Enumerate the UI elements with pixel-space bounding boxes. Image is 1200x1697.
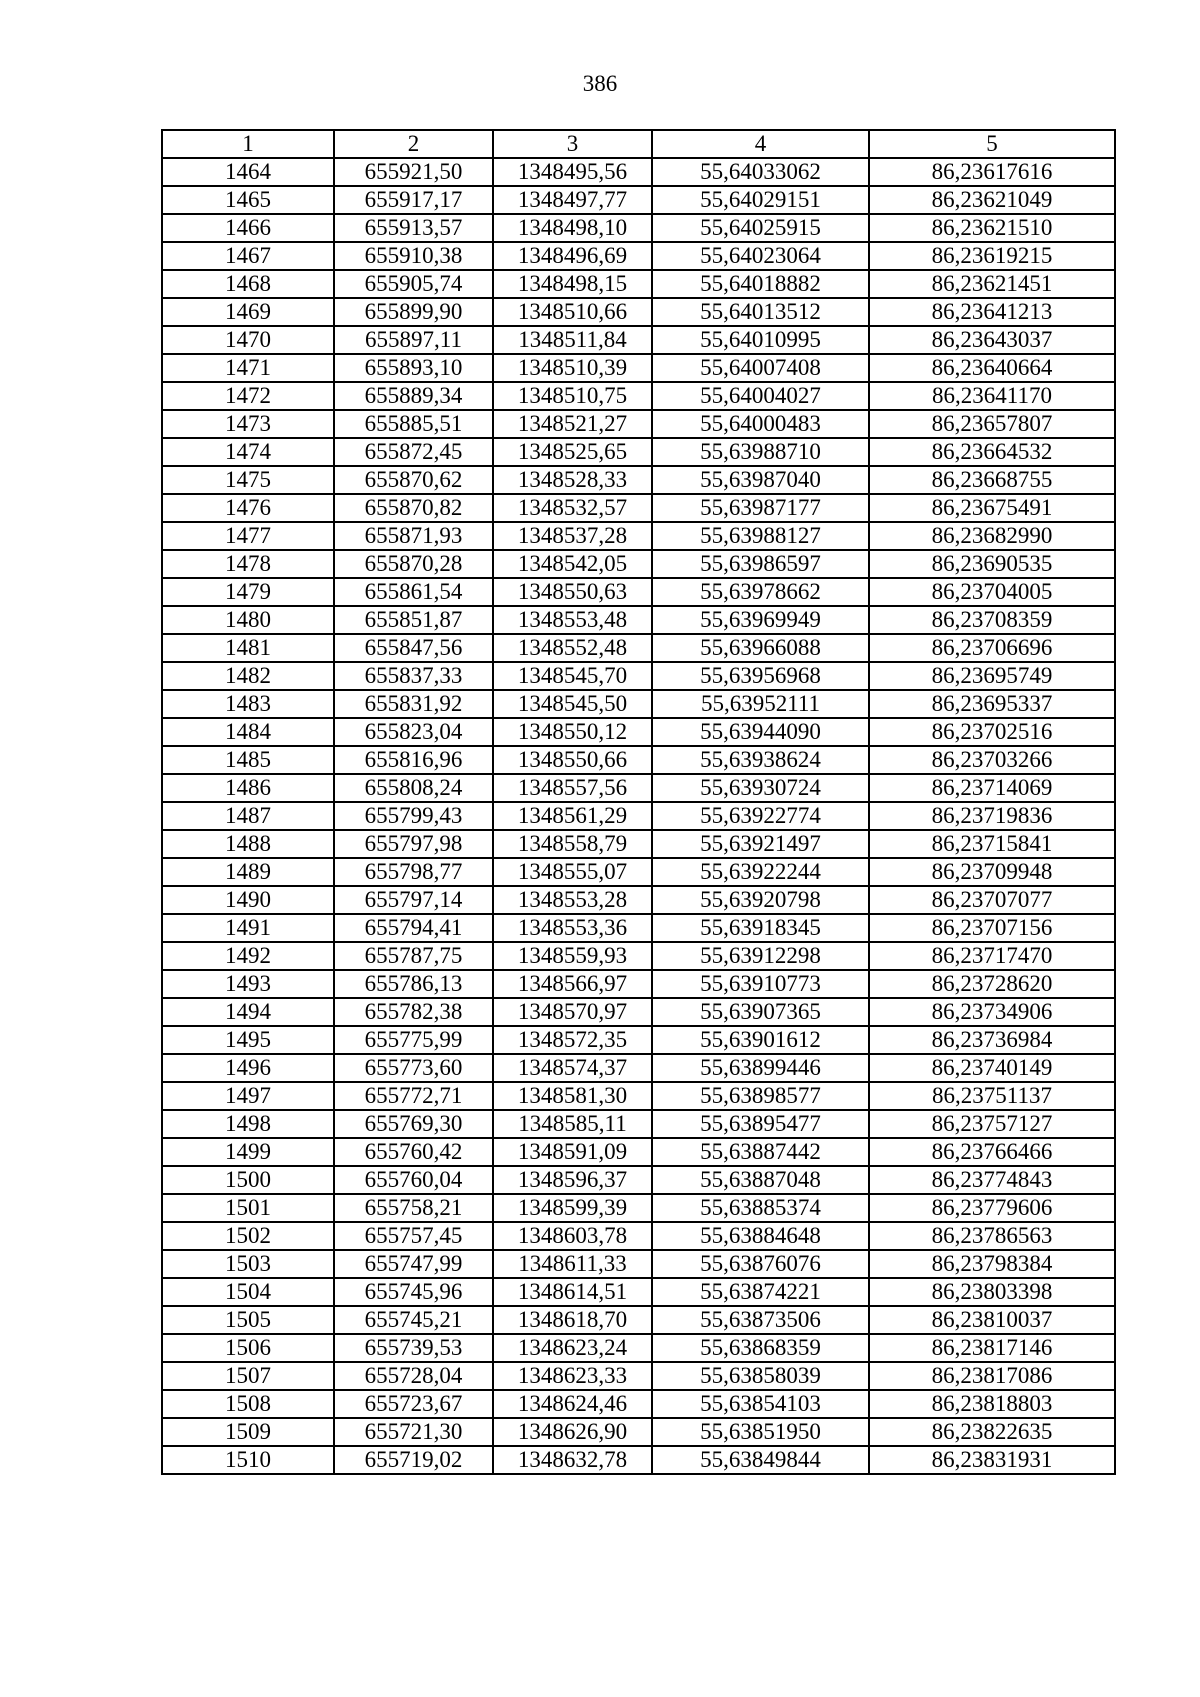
cell-y-coordinate: 1348553,36 (493, 914, 652, 942)
cell-longitude: 86,23641170 (869, 382, 1115, 410)
table-row (162, 998, 1115, 1026)
cell-y-coordinate: 1348550,63 (493, 578, 652, 606)
table-row (162, 1054, 1115, 1082)
cell-y-coordinate: 1348553,28 (493, 886, 652, 914)
cell-longitude: 86,23766466 (869, 1138, 1115, 1166)
cell-point-number: 1490 (162, 886, 334, 914)
cell-point-number: 1503 (162, 1250, 334, 1278)
cell-x-coordinate: 655921,50 (334, 158, 493, 186)
cell-longitude: 86,23617616 (869, 158, 1115, 186)
cell-latitude: 55,63884648 (652, 1222, 869, 1250)
cell-longitude: 86,23621451 (869, 270, 1115, 298)
cell-y-coordinate: 1348537,28 (493, 522, 652, 550)
table-row (162, 718, 1115, 746)
cell-x-coordinate: 655769,30 (334, 1110, 493, 1138)
cell-point-number: 1483 (162, 690, 334, 718)
cell-y-coordinate: 1348570,97 (493, 998, 652, 1026)
cell-longitude: 86,23682990 (869, 522, 1115, 550)
cell-longitude: 86,23728620 (869, 970, 1115, 998)
cell-y-coordinate: 1348521,27 (493, 410, 652, 438)
cell-point-number: 1509 (162, 1418, 334, 1446)
table-row (162, 830, 1115, 858)
cell-latitude: 55,63854103 (652, 1390, 869, 1418)
cell-latitude: 55,64010995 (652, 326, 869, 354)
cell-x-coordinate: 655760,42 (334, 1138, 493, 1166)
cell-x-coordinate: 655797,14 (334, 886, 493, 914)
table-row (162, 326, 1115, 354)
cell-longitude: 86,23706696 (869, 634, 1115, 662)
coordinates-table (161, 129, 1116, 1475)
cell-longitude: 86,23690535 (869, 550, 1115, 578)
cell-point-number: 1496 (162, 1054, 334, 1082)
cell-point-number: 1493 (162, 970, 334, 998)
cell-point-number: 1494 (162, 998, 334, 1026)
table-row (162, 1222, 1115, 1250)
cell-y-coordinate: 1348550,66 (493, 746, 652, 774)
cell-longitude: 86,23822635 (869, 1418, 1115, 1446)
table-header (162, 130, 1115, 158)
table-row (162, 1390, 1115, 1418)
cell-y-coordinate: 1348510,39 (493, 354, 652, 382)
cell-x-coordinate: 655760,04 (334, 1166, 493, 1194)
cell-latitude: 55,63887442 (652, 1138, 869, 1166)
cell-latitude: 55,63938624 (652, 746, 869, 774)
cell-latitude: 55,63988710 (652, 438, 869, 466)
cell-y-coordinate: 1348532,57 (493, 494, 652, 522)
cell-x-coordinate: 655721,30 (334, 1418, 493, 1446)
table-row (162, 494, 1115, 522)
cell-longitude: 86,23707077 (869, 886, 1115, 914)
cell-latitude: 55,63868359 (652, 1334, 869, 1362)
cell-latitude: 55,63930724 (652, 774, 869, 802)
cell-latitude: 55,63920798 (652, 886, 869, 914)
cell-longitude: 86,23621510 (869, 214, 1115, 242)
cell-y-coordinate: 1348623,24 (493, 1334, 652, 1362)
cell-latitude: 55,63912298 (652, 942, 869, 970)
cell-longitude: 86,23668755 (869, 466, 1115, 494)
cell-x-coordinate: 655823,04 (334, 718, 493, 746)
cell-y-coordinate: 1348618,70 (493, 1306, 652, 1334)
cell-point-number: 1475 (162, 466, 334, 494)
cell-x-coordinate: 655870,82 (334, 494, 493, 522)
cell-longitude: 86,23703266 (869, 746, 1115, 774)
table-row (162, 942, 1115, 970)
cell-x-coordinate: 655831,92 (334, 690, 493, 718)
cell-latitude: 55,63851950 (652, 1418, 869, 1446)
cell-x-coordinate: 655782,38 (334, 998, 493, 1026)
cell-latitude: 55,64000483 (652, 410, 869, 438)
column-header-3: 3 (493, 130, 652, 158)
table-body (162, 158, 1115, 1474)
cell-point-number: 1500 (162, 1166, 334, 1194)
cell-latitude: 55,63988127 (652, 522, 869, 550)
cell-point-number: 1506 (162, 1334, 334, 1362)
cell-latitude: 55,64025915 (652, 214, 869, 242)
cell-y-coordinate: 1348574,37 (493, 1054, 652, 1082)
cell-x-coordinate: 655816,96 (334, 746, 493, 774)
table-row (162, 382, 1115, 410)
table-row (162, 746, 1115, 774)
table-row (162, 214, 1115, 242)
column-header-4: 4 (652, 130, 869, 158)
table-row (162, 662, 1115, 690)
cell-point-number: 1492 (162, 942, 334, 970)
table-row (162, 914, 1115, 942)
cell-y-coordinate: 1348581,30 (493, 1082, 652, 1110)
page-number: 386 (582, 71, 618, 96)
cell-y-coordinate: 1348555,07 (493, 858, 652, 886)
cell-x-coordinate: 655851,87 (334, 606, 493, 634)
cell-y-coordinate: 1348561,29 (493, 802, 652, 830)
cell-point-number: 1480 (162, 606, 334, 634)
cell-x-coordinate: 655799,43 (334, 802, 493, 830)
cell-longitude: 86,23704005 (869, 578, 1115, 606)
cell-longitude: 86,23702516 (869, 718, 1115, 746)
cell-x-coordinate: 655893,10 (334, 354, 493, 382)
cell-longitude: 86,23736984 (869, 1026, 1115, 1054)
cell-longitude: 86,23675491 (869, 494, 1115, 522)
cell-x-coordinate: 655910,38 (334, 242, 493, 270)
table-row (162, 858, 1115, 886)
cell-latitude: 55,63987177 (652, 494, 869, 522)
cell-point-number: 1464 (162, 158, 334, 186)
cell-point-number: 1488 (162, 830, 334, 858)
cell-y-coordinate: 1348528,33 (493, 466, 652, 494)
table-row (162, 1446, 1115, 1474)
cell-y-coordinate: 1348603,78 (493, 1222, 652, 1250)
cell-point-number: 1470 (162, 326, 334, 354)
cell-x-coordinate: 655861,54 (334, 578, 493, 606)
cell-longitude: 86,23695749 (869, 662, 1115, 690)
table-row (162, 1278, 1115, 1306)
cell-y-coordinate: 1348545,50 (493, 690, 652, 718)
cell-latitude: 55,63901612 (652, 1026, 869, 1054)
cell-longitude: 86,23751137 (869, 1082, 1115, 1110)
cell-y-coordinate: 1348624,46 (493, 1390, 652, 1418)
table-row (162, 466, 1115, 494)
cell-x-coordinate: 655745,96 (334, 1278, 493, 1306)
cell-point-number: 1510 (162, 1446, 334, 1474)
cell-latitude: 55,63898577 (652, 1082, 869, 1110)
cell-point-number: 1507 (162, 1362, 334, 1390)
cell-y-coordinate: 1348553,48 (493, 606, 652, 634)
cell-point-number: 1482 (162, 662, 334, 690)
cell-point-number: 1476 (162, 494, 334, 522)
cell-x-coordinate: 655758,21 (334, 1194, 493, 1222)
cell-latitude: 55,63873506 (652, 1306, 869, 1334)
cell-latitude: 55,63849844 (652, 1446, 869, 1474)
cell-x-coordinate: 655917,17 (334, 186, 493, 214)
column-header-2: 2 (334, 130, 493, 158)
table-row (162, 690, 1115, 718)
cell-x-coordinate: 655798,77 (334, 858, 493, 886)
cell-point-number: 1467 (162, 242, 334, 270)
cell-x-coordinate: 655794,41 (334, 914, 493, 942)
cell-latitude: 55,63918345 (652, 914, 869, 942)
cell-longitude: 86,23621049 (869, 186, 1115, 214)
cell-point-number: 1471 (162, 354, 334, 382)
cell-longitude: 86,23803398 (869, 1278, 1115, 1306)
cell-y-coordinate: 1348566,97 (493, 970, 652, 998)
cell-x-coordinate: 655772,71 (334, 1082, 493, 1110)
cell-x-coordinate: 655808,24 (334, 774, 493, 802)
table-row (162, 1334, 1115, 1362)
cell-y-coordinate: 1348542,05 (493, 550, 652, 578)
cell-point-number: 1472 (162, 382, 334, 410)
cell-point-number: 1497 (162, 1082, 334, 1110)
cell-point-number: 1504 (162, 1278, 334, 1306)
cell-longitude: 86,23708359 (869, 606, 1115, 634)
cell-x-coordinate: 655757,45 (334, 1222, 493, 1250)
cell-latitude: 55,63952111 (652, 690, 869, 718)
cell-y-coordinate: 1348510,75 (493, 382, 652, 410)
cell-latitude: 55,63966088 (652, 634, 869, 662)
cell-x-coordinate: 655870,28 (334, 550, 493, 578)
cell-y-coordinate: 1348591,09 (493, 1138, 652, 1166)
cell-latitude: 55,63978662 (652, 578, 869, 606)
cell-y-coordinate: 1348496,69 (493, 242, 652, 270)
cell-x-coordinate: 655739,53 (334, 1334, 493, 1362)
cell-x-coordinate: 655905,74 (334, 270, 493, 298)
cell-latitude: 55,63899446 (652, 1054, 869, 1082)
cell-longitude: 86,23810037 (869, 1306, 1115, 1334)
cell-longitude: 86,23817146 (869, 1334, 1115, 1362)
cell-x-coordinate: 655889,34 (334, 382, 493, 410)
cell-y-coordinate: 1348498,15 (493, 270, 652, 298)
cell-x-coordinate: 655747,99 (334, 1250, 493, 1278)
cell-point-number: 1466 (162, 214, 334, 242)
table-row (162, 1418, 1115, 1446)
table-row (162, 774, 1115, 802)
table-row (162, 802, 1115, 830)
cell-y-coordinate: 1348623,33 (493, 1362, 652, 1390)
cell-point-number: 1486 (162, 774, 334, 802)
cell-x-coordinate: 655797,98 (334, 830, 493, 858)
cell-latitude: 55,64033062 (652, 158, 869, 186)
cell-point-number: 1468 (162, 270, 334, 298)
cell-latitude: 55,63907365 (652, 998, 869, 1026)
cell-point-number: 1465 (162, 186, 334, 214)
cell-latitude: 55,64013512 (652, 298, 869, 326)
cell-x-coordinate: 655885,51 (334, 410, 493, 438)
table-row (162, 186, 1115, 214)
cell-y-coordinate: 1348572,35 (493, 1026, 652, 1054)
cell-longitude: 86,23817086 (869, 1362, 1115, 1390)
cell-latitude: 55,64023064 (652, 242, 869, 270)
cell-latitude: 55,63969949 (652, 606, 869, 634)
table-row (162, 410, 1115, 438)
cell-longitude: 86,23641213 (869, 298, 1115, 326)
cell-longitude: 86,23619215 (869, 242, 1115, 270)
cell-x-coordinate: 655775,99 (334, 1026, 493, 1054)
cell-y-coordinate: 1348497,77 (493, 186, 652, 214)
table-row (162, 1110, 1115, 1138)
cell-longitude: 86,23715841 (869, 830, 1115, 858)
column-header-1: 1 (162, 130, 334, 158)
cell-longitude: 86,23707156 (869, 914, 1115, 942)
cell-latitude: 55,64007408 (652, 354, 869, 382)
cell-longitude: 86,23664532 (869, 438, 1115, 466)
cell-longitude: 86,23740149 (869, 1054, 1115, 1082)
table-row (162, 886, 1115, 914)
cell-latitude: 55,63910773 (652, 970, 869, 998)
cell-longitude: 86,23709948 (869, 858, 1115, 886)
table-row (162, 522, 1115, 550)
cell-point-number: 1479 (162, 578, 334, 606)
cell-point-number: 1508 (162, 1390, 334, 1418)
cell-y-coordinate: 1348495,56 (493, 158, 652, 186)
table-row (162, 1138, 1115, 1166)
table-row (162, 1250, 1115, 1278)
cell-latitude: 55,63874221 (652, 1278, 869, 1306)
cell-x-coordinate: 655847,56 (334, 634, 493, 662)
cell-point-number: 1477 (162, 522, 334, 550)
cell-latitude: 55,63858039 (652, 1362, 869, 1390)
cell-y-coordinate: 1348611,33 (493, 1250, 652, 1278)
cell-latitude: 55,63922774 (652, 802, 869, 830)
cell-latitude: 55,63922244 (652, 858, 869, 886)
cell-longitude: 86,23779606 (869, 1194, 1115, 1222)
cell-latitude: 55,64018882 (652, 270, 869, 298)
cell-x-coordinate: 655913,57 (334, 214, 493, 242)
cell-longitude: 86,23657807 (869, 410, 1115, 438)
table-row (162, 270, 1115, 298)
table-row (162, 158, 1115, 186)
cell-x-coordinate: 655745,21 (334, 1306, 493, 1334)
table-row (162, 438, 1115, 466)
cell-x-coordinate: 655837,33 (334, 662, 493, 690)
cell-point-number: 1478 (162, 550, 334, 578)
cell-x-coordinate: 655787,75 (334, 942, 493, 970)
cell-y-coordinate: 1348558,79 (493, 830, 652, 858)
table-row (162, 1026, 1115, 1054)
cell-x-coordinate: 655723,67 (334, 1390, 493, 1418)
table-row (162, 242, 1115, 270)
cell-point-number: 1489 (162, 858, 334, 886)
cell-point-number: 1473 (162, 410, 334, 438)
cell-x-coordinate: 655899,90 (334, 298, 493, 326)
cell-y-coordinate: 1348585,11 (493, 1110, 652, 1138)
cell-point-number: 1495 (162, 1026, 334, 1054)
cell-x-coordinate: 655719,02 (334, 1446, 493, 1474)
table-row (162, 634, 1115, 662)
cell-x-coordinate: 655773,60 (334, 1054, 493, 1082)
cell-longitude: 86,23714069 (869, 774, 1115, 802)
cell-longitude: 86,23695337 (869, 690, 1115, 718)
cell-x-coordinate: 655871,93 (334, 522, 493, 550)
cell-latitude: 55,63876076 (652, 1250, 869, 1278)
table-row (162, 354, 1115, 382)
cell-longitude: 86,23831931 (869, 1446, 1115, 1474)
cell-y-coordinate: 1348510,66 (493, 298, 652, 326)
cell-longitude: 86,23774843 (869, 1166, 1115, 1194)
cell-point-number: 1487 (162, 802, 334, 830)
cell-latitude: 55,63921497 (652, 830, 869, 858)
cell-point-number: 1469 (162, 298, 334, 326)
cell-y-coordinate: 1348559,93 (493, 942, 652, 970)
cell-latitude: 55,63895477 (652, 1110, 869, 1138)
cell-longitude: 86,23719836 (869, 802, 1115, 830)
table-row (162, 1082, 1115, 1110)
cell-longitude: 86,23786563 (869, 1222, 1115, 1250)
table-row (162, 1194, 1115, 1222)
cell-latitude: 55,63986597 (652, 550, 869, 578)
table-row (162, 1306, 1115, 1334)
header-row (162, 130, 1115, 158)
cell-point-number: 1491 (162, 914, 334, 942)
cell-x-coordinate: 655728,04 (334, 1362, 493, 1390)
cell-y-coordinate: 1348626,90 (493, 1418, 652, 1446)
cell-y-coordinate: 1348632,78 (493, 1446, 652, 1474)
cell-y-coordinate: 1348511,84 (493, 326, 652, 354)
cell-x-coordinate: 655897,11 (334, 326, 493, 354)
cell-longitude: 86,23818803 (869, 1390, 1115, 1418)
cell-longitude: 86,23640664 (869, 354, 1115, 382)
cell-x-coordinate: 655872,45 (334, 438, 493, 466)
cell-longitude: 86,23734906 (869, 998, 1115, 1026)
cell-y-coordinate: 1348552,48 (493, 634, 652, 662)
cell-point-number: 1481 (162, 634, 334, 662)
cell-longitude: 86,23757127 (869, 1110, 1115, 1138)
cell-y-coordinate: 1348599,39 (493, 1194, 652, 1222)
cell-point-number: 1499 (162, 1138, 334, 1166)
cell-y-coordinate: 1348614,51 (493, 1278, 652, 1306)
cell-longitude: 86,23643037 (869, 326, 1115, 354)
table-row (162, 578, 1115, 606)
cell-x-coordinate: 655870,62 (334, 466, 493, 494)
cell-x-coordinate: 655786,13 (334, 970, 493, 998)
cell-latitude: 55,64004027 (652, 382, 869, 410)
cell-longitude: 86,23717470 (869, 942, 1115, 970)
cell-latitude: 55,63887048 (652, 1166, 869, 1194)
cell-latitude: 55,63987040 (652, 466, 869, 494)
cell-point-number: 1505 (162, 1306, 334, 1334)
cell-y-coordinate: 1348557,56 (493, 774, 652, 802)
cell-latitude: 55,63944090 (652, 718, 869, 746)
table-row (162, 550, 1115, 578)
cell-point-number: 1498 (162, 1110, 334, 1138)
column-header-5: 5 (869, 130, 1115, 158)
table-row (162, 1362, 1115, 1390)
table-row (162, 1166, 1115, 1194)
cell-point-number: 1474 (162, 438, 334, 466)
cell-y-coordinate: 1348498,10 (493, 214, 652, 242)
table-row (162, 298, 1115, 326)
cell-y-coordinate: 1348550,12 (493, 718, 652, 746)
cell-y-coordinate: 1348525,65 (493, 438, 652, 466)
cell-y-coordinate: 1348596,37 (493, 1166, 652, 1194)
cell-point-number: 1501 (162, 1194, 334, 1222)
cell-y-coordinate: 1348545,70 (493, 662, 652, 690)
table-row (162, 606, 1115, 634)
cell-point-number: 1502 (162, 1222, 334, 1250)
cell-latitude: 55,63956968 (652, 662, 869, 690)
cell-longitude: 86,23798384 (869, 1250, 1115, 1278)
table-row (162, 970, 1115, 998)
cell-latitude: 55,64029151 (652, 186, 869, 214)
cell-latitude: 55,63885374 (652, 1194, 869, 1222)
cell-point-number: 1484 (162, 718, 334, 746)
cell-point-number: 1485 (162, 746, 334, 774)
